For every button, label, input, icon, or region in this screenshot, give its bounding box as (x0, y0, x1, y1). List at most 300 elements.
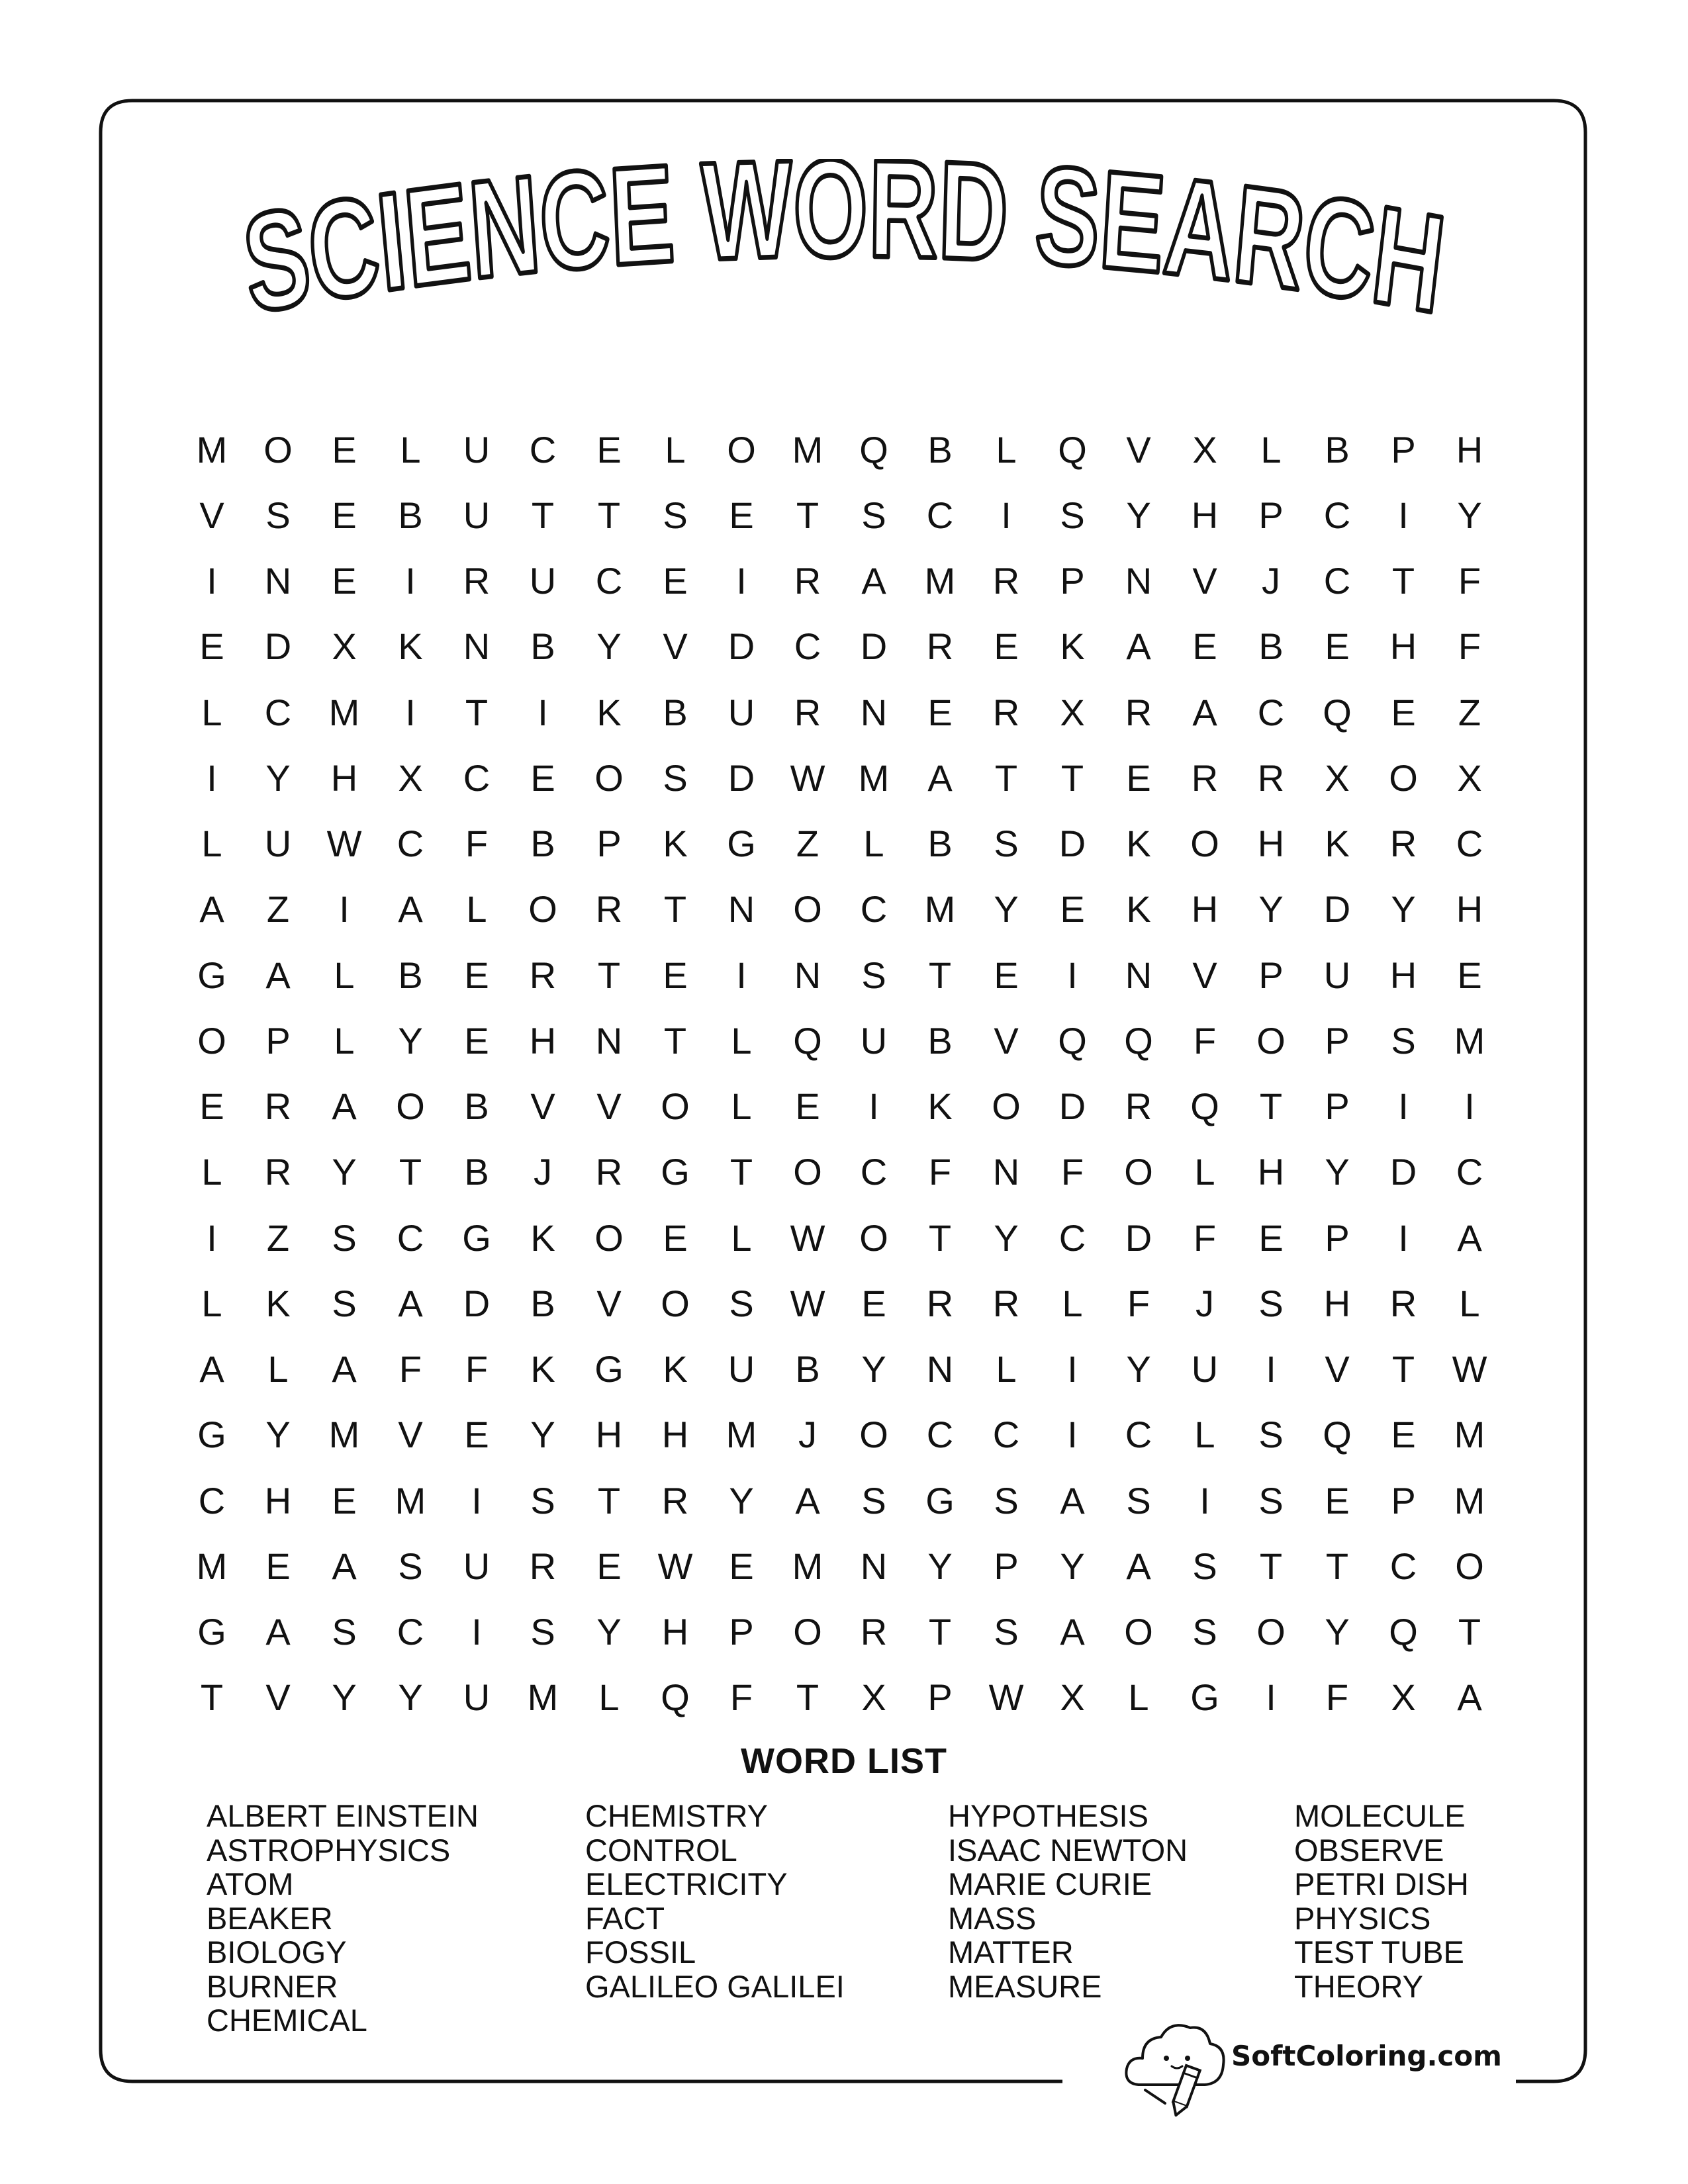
grid-letter: P (1325, 1019, 1350, 1062)
grid-letter: E (464, 1019, 489, 1062)
grid-letter: R (529, 954, 557, 996)
grid-letter: C (198, 1479, 226, 1522)
grid-letter: I (1199, 1479, 1210, 1522)
grid-letter: K (663, 823, 688, 865)
grid-letter: J (1262, 560, 1280, 602)
grid-letter: C (1456, 823, 1483, 865)
grid-letter: Q (661, 1676, 690, 1719)
grid-letter: H (661, 1611, 689, 1653)
grid-letter: K (1126, 888, 1151, 931)
grid-letter: L (598, 1676, 620, 1719)
grid-letter: T (1060, 756, 1084, 799)
grid-letter: P (1325, 1216, 1350, 1259)
grid-letter: C (794, 625, 821, 668)
grid-letter: Y (596, 1611, 622, 1653)
grid-letter: T (531, 494, 555, 536)
grid-row (179, 942, 1509, 1008)
grid-letter: R (595, 888, 623, 931)
grid-letter: R (992, 560, 1020, 602)
grid-letter: M (395, 1479, 426, 1522)
grid-letter: O (793, 1151, 822, 1193)
grid-letter: W (790, 1216, 825, 1259)
grid-letter: S (530, 1479, 555, 1522)
grid-letter: Q (1190, 1085, 1219, 1128)
grid-letter: L (267, 1348, 289, 1390)
grid-letter: L (466, 888, 487, 931)
grid-letter: R (860, 1611, 888, 1653)
grid-letter: T (1458, 1611, 1481, 1653)
grid-letter: S (1060, 494, 1085, 536)
grid-letter: O (528, 888, 557, 931)
grid-letter: E (464, 954, 489, 996)
grid-letter: O (1190, 823, 1219, 865)
word-search-grid (179, 417, 1509, 1731)
grid-letter: N (926, 1348, 954, 1390)
word-list-column-3 (948, 1799, 1188, 2003)
grid-letter: D (860, 625, 888, 668)
grid-letter: A (398, 1282, 423, 1324)
grid-letter: C (860, 1151, 888, 1193)
word-list-item: BURNER (207, 1968, 338, 2004)
grid-letter: E (596, 1545, 622, 1587)
grid-letter: S (332, 1611, 357, 1653)
grid-letter: T (796, 494, 820, 536)
grid-letter: S (1391, 1019, 1416, 1062)
grid-letter: F (1325, 1676, 1349, 1719)
grid-letter: F (1458, 625, 1481, 668)
grid-letter: E (1391, 691, 1416, 733)
grid-letter: Z (796, 823, 820, 865)
word-list-item: ISAAC NEWTON (948, 1832, 1188, 1868)
grid-letter: E (332, 494, 357, 536)
grid-letter: E (265, 1545, 291, 1587)
grid-letter: A (1457, 1676, 1482, 1719)
grid-letter: E (464, 1414, 489, 1456)
grid-letter: Y (1126, 494, 1151, 536)
grid-letter: I (1464, 1085, 1475, 1128)
grid-letter: R (1389, 1282, 1417, 1324)
grid-letter: Y (1391, 888, 1416, 931)
grid-letter: R (1125, 1085, 1152, 1128)
word-list-item: MARIE CURIE (948, 1866, 1152, 1901)
grid-letter: G (727, 823, 756, 865)
grid-letter: K (1126, 823, 1151, 865)
grid-letter: N (1125, 954, 1152, 996)
grid-letter: X (1391, 1676, 1416, 1719)
grid-letter: R (529, 1545, 557, 1587)
grid-letter: P (1060, 560, 1085, 602)
grid-letter: U (1191, 1348, 1219, 1390)
grid-letter: L (731, 1216, 752, 1259)
grid-row (179, 745, 1509, 811)
grid-row (179, 877, 1509, 942)
brand-name: SoftColoring.com (1231, 2040, 1502, 2072)
grid-letter: U (463, 1545, 491, 1587)
grid-letter: Y (1325, 1151, 1350, 1193)
grid-letter: C (397, 823, 424, 865)
grid-letter: A (332, 1545, 357, 1587)
grid-letter: K (596, 691, 622, 733)
grid-letter: X (1192, 428, 1217, 471)
grid-letter: B (1258, 625, 1284, 668)
grid-letter: D (1323, 888, 1351, 931)
grid-letter: L (334, 1019, 355, 1062)
grid-letter: R (926, 625, 954, 668)
grid-letter: N (992, 1151, 1020, 1193)
grid-letter: T (1325, 1545, 1349, 1587)
grid-letter: A (927, 756, 953, 799)
grid-letter: Y (265, 1414, 291, 1456)
grid-letter: H (330, 756, 358, 799)
grid-letter: A (332, 1348, 357, 1390)
grid-letter: M (1454, 1414, 1485, 1456)
grid-letter: G (197, 1611, 226, 1653)
grid-letter: Y (729, 1479, 754, 1522)
grid-letter: L (201, 1151, 222, 1193)
grid-letter: G (594, 1348, 624, 1390)
grid-letter: R (992, 691, 1020, 733)
grid-letter: R (264, 1151, 292, 1193)
grid-letter: A (1192, 691, 1217, 733)
grid-row (179, 680, 1509, 745)
grid-row (179, 614, 1509, 680)
grid-letter: Z (266, 1216, 290, 1259)
grid-letter: K (1060, 625, 1085, 668)
grid-letter: O (396, 1085, 425, 1128)
grid-letter: F (1193, 1019, 1217, 1062)
grid-letter: Y (1060, 1545, 1085, 1587)
grid-letter: B (795, 1348, 820, 1390)
grid-letter: L (863, 823, 884, 865)
grid-letter: B (927, 823, 953, 865)
grid-row (179, 1468, 1509, 1533)
word-list-item: FACT (585, 1900, 665, 1936)
grid-letter: T (928, 1216, 952, 1259)
word-list-item: ELECTRICITY (585, 1866, 788, 1901)
grid-letter: S (530, 1611, 555, 1653)
grid-letter: Y (994, 1216, 1019, 1259)
grid-letter: M (1454, 1479, 1485, 1522)
grid-letter: C (860, 888, 888, 931)
grid-letter: D (1125, 1216, 1152, 1259)
grid-letter: S (729, 1282, 754, 1324)
grid-letter: N (595, 1019, 623, 1062)
grid-letter: S (861, 494, 886, 536)
grid-row (179, 811, 1509, 877)
grid-letter: I (471, 1611, 482, 1653)
grid-letter: S (663, 756, 688, 799)
grid-letter: L (201, 691, 222, 733)
grid-letter: L (1459, 1282, 1480, 1324)
grid-letter: E (199, 625, 224, 668)
grid-letter: V (596, 1282, 622, 1324)
grid-letter: H (264, 1479, 292, 1522)
grid-letter: R (1389, 823, 1417, 865)
grid-letter: Y (398, 1019, 423, 1062)
grid-letter: I (405, 560, 416, 602)
grid-letter: B (398, 494, 423, 536)
word-list-item: ASTROPHYSICS (207, 1832, 451, 1868)
grid-letter: E (1457, 954, 1482, 996)
grid-letter: J (798, 1414, 817, 1456)
grid-letter: E (530, 756, 555, 799)
grid-letter: F (465, 823, 489, 865)
grid-letter: Q (1389, 1611, 1418, 1653)
grid-letter: C (463, 756, 491, 799)
grid-letter: W (790, 756, 825, 799)
grid-letter: U (727, 691, 755, 733)
grid-letter: X (1325, 756, 1350, 799)
grid-letter: I (1398, 1085, 1409, 1128)
grid-letter: F (729, 1676, 753, 1719)
word-list-item: BEAKER (207, 1900, 333, 1936)
grid-letter: T (663, 888, 687, 931)
grid-letter: Y (265, 756, 291, 799)
grid-letter: P (729, 1611, 754, 1653)
grid-letter: R (595, 1151, 623, 1193)
grid-letter: H (529, 1019, 557, 1062)
grid-letter: R (992, 1282, 1020, 1324)
grid-letter: L (996, 428, 1017, 471)
grid-letter: F (928, 1151, 952, 1193)
grid-letter: Y (1126, 1348, 1151, 1390)
grid-letter: C (926, 494, 954, 536)
word-list-item: GALILEO GALILEI (585, 1968, 845, 2004)
title-text: SCIENCE WORD SEARCH (236, 159, 1463, 345)
grid-letter: J (1196, 1282, 1214, 1324)
grid-letter: T (1259, 1085, 1283, 1128)
grid-letter: T (796, 1676, 820, 1719)
grid-letter: S (1258, 1282, 1284, 1324)
grid-letter: G (197, 954, 226, 996)
grid-letter: L (201, 1282, 222, 1324)
grid-letter: V (199, 494, 224, 536)
grid-letter: H (1389, 954, 1417, 996)
grid-letter: P (994, 1545, 1019, 1587)
grid-letter: A (1060, 1611, 1085, 1653)
grid-letter: Y (1457, 494, 1482, 536)
grid-letter: X (1060, 1676, 1085, 1719)
grid-letter: T (1391, 1348, 1415, 1390)
grid-letter: B (927, 1019, 953, 1062)
grid-letter: R (264, 1085, 292, 1128)
grid-letter: M (328, 1414, 360, 1456)
grid-letter: T (597, 954, 621, 996)
grid-letter: Q (1323, 691, 1352, 733)
grid-letter: P (1391, 1479, 1416, 1522)
grid-letter: S (1258, 1479, 1284, 1522)
grid-letter: S (1192, 1611, 1217, 1653)
grid-letter: Q (1058, 1019, 1087, 1062)
grid-letter: C (529, 428, 557, 471)
grid-row (179, 549, 1509, 614)
grid-letter: H (1257, 1151, 1285, 1193)
grid-letter: E (861, 1282, 886, 1324)
grid-letter: Y (530, 1414, 555, 1456)
word-list-item: MATTER (948, 1934, 1074, 1970)
grid-letter: G (197, 1414, 226, 1456)
grid-letter: I (736, 954, 747, 996)
grid-letter: F (1458, 560, 1481, 602)
grid-letter: U (727, 1348, 755, 1390)
grid-letter: S (1192, 1545, 1217, 1587)
grid-letter: N (463, 625, 491, 668)
grid-letter: L (1128, 1676, 1149, 1719)
word-list-column-2 (585, 1799, 845, 2003)
cloud-pencil-logo-icon (1119, 2005, 1231, 2118)
grid-letter: L (1062, 1282, 1083, 1324)
grid-letter: V (663, 625, 688, 668)
grid-letter: I (1398, 1216, 1409, 1259)
grid-letter: O (1256, 1611, 1286, 1653)
grid-letter: I (1067, 1414, 1078, 1456)
grid-letter: S (861, 954, 886, 996)
word-list-item: PHYSICS (1294, 1900, 1431, 1936)
grid-letter: O (1124, 1151, 1153, 1193)
word-list-column-4 (1294, 1799, 1469, 2003)
grid-letter: E (663, 954, 688, 996)
grid-letter: E (994, 625, 1019, 668)
page-title (225, 159, 1463, 384)
grid-letter: V (994, 1019, 1019, 1062)
grid-letter: D (1058, 1085, 1086, 1128)
grid-letter: S (663, 494, 688, 536)
word-list-heading: WORD LIST (741, 1741, 947, 1781)
grid-letter: T (663, 1019, 687, 1062)
grid-letter: B (1325, 428, 1350, 471)
grid-letter: F (1127, 1282, 1150, 1324)
word-list-item: THEORY (1294, 1968, 1423, 2004)
grid-letter: U (463, 494, 491, 536)
grid-letter: D (1389, 1151, 1417, 1193)
word-list-item: OBSERVE (1294, 1832, 1444, 1868)
grid-letter: M (726, 1414, 757, 1456)
grid-row (179, 1402, 1509, 1468)
grid-letter: O (1124, 1611, 1153, 1653)
grid-letter: H (1323, 1282, 1351, 1324)
grid-letter: H (1191, 494, 1219, 536)
word-list-item: FOSSIL (585, 1934, 696, 1970)
grid-letter: T (729, 1151, 753, 1193)
grid-letter: E (729, 1545, 754, 1587)
grid-letter: S (332, 1216, 357, 1259)
grid-letter: W (657, 1545, 693, 1587)
grid-letter: K (927, 1085, 953, 1128)
grid-letter: A (795, 1479, 820, 1522)
grid-letter: K (663, 1348, 688, 1390)
word-list-item: CHEMISTRY (585, 1798, 768, 1833)
grid-letter: B (530, 625, 555, 668)
grid-letter: S (398, 1545, 423, 1587)
grid-letter: H (595, 1414, 623, 1456)
grid-letter: L (1260, 428, 1282, 471)
grid-letter: J (534, 1151, 552, 1193)
grid-row (179, 1074, 1509, 1140)
grid-letter: X (398, 756, 423, 799)
word-list-item: ATOM (207, 1866, 294, 1901)
grid-letter: S (861, 1479, 886, 1522)
grid-letter: M (196, 1545, 228, 1587)
word-list-item: HYPOTHESIS (948, 1798, 1149, 1833)
grid-letter: C (926, 1414, 954, 1456)
grid-letter: N (860, 1545, 888, 1587)
grid-letter: E (1391, 1414, 1416, 1456)
grid-letter: L (1194, 1151, 1215, 1193)
grid-letter: L (1194, 1414, 1215, 1456)
grid-letter: S (332, 1282, 357, 1324)
grid-letter: Y (927, 1545, 953, 1587)
grid-letter: I (207, 756, 217, 799)
grid-letter: E (663, 1216, 688, 1259)
grid-letter: R (463, 560, 491, 602)
grid-letter: O (727, 428, 756, 471)
grid-letter: C (1323, 560, 1351, 602)
grid-letter: T (928, 954, 952, 996)
grid-letter: Z (1458, 691, 1481, 733)
grid-letter: D (1058, 823, 1086, 865)
grid-letter: P (1391, 428, 1416, 471)
grid-letter: I (339, 888, 350, 931)
grid-letter: N (264, 560, 292, 602)
grid-letter: P (1325, 1085, 1350, 1128)
grid-letter: Y (1258, 888, 1284, 931)
grid-row (179, 1665, 1509, 1731)
grid-letter: C (1389, 1545, 1417, 1587)
grid-row (179, 1533, 1509, 1599)
grid-letter: D (264, 625, 292, 668)
grid-letter: V (530, 1085, 555, 1128)
grid-letter: U (529, 560, 557, 602)
grid-letter: T (928, 1611, 952, 1653)
grid-letter: U (1323, 954, 1351, 996)
grid-letter: A (1126, 1545, 1151, 1587)
grid-letter: Y (596, 625, 622, 668)
grid-letter: T (1259, 1545, 1283, 1587)
grid-letter: B (464, 1085, 489, 1128)
grid-letter: B (927, 428, 953, 471)
grid-letter: U (264, 823, 292, 865)
grid-letter: T (597, 494, 621, 536)
grid-letter: C (1323, 494, 1351, 536)
grid-letter: S (1258, 1414, 1284, 1456)
grid-letter: O (859, 1216, 888, 1259)
grid-letter: Q (1124, 1019, 1153, 1062)
grid-letter: P (265, 1019, 291, 1062)
grid-letter: Q (1058, 428, 1087, 471)
grid-letter: B (398, 954, 423, 996)
grid-letter: R (1257, 756, 1285, 799)
grid-letter: N (727, 888, 755, 931)
grid-letter: U (463, 428, 491, 471)
grid-letter: Y (398, 1676, 423, 1719)
grid-letter: B (663, 691, 688, 733)
grid-letter: C (992, 1414, 1020, 1456)
grid-letter: S (994, 1611, 1019, 1653)
grid-letter: W (326, 823, 362, 865)
grid-letter: I (1067, 1348, 1078, 1390)
grid-letter: T (1391, 560, 1415, 602)
grid-letter: Y (994, 888, 1019, 931)
grid-letter: A (1126, 625, 1151, 668)
grid-letter: E (1192, 625, 1217, 668)
grid-letter: I (538, 691, 548, 733)
grid-letter: X (1060, 691, 1085, 733)
grid-letter: K (265, 1282, 291, 1324)
grid-letter: L (400, 428, 421, 471)
grid-letter: M (1454, 1019, 1485, 1062)
grid-letter: I (471, 1479, 482, 1522)
grid-letter: F (465, 1348, 489, 1390)
